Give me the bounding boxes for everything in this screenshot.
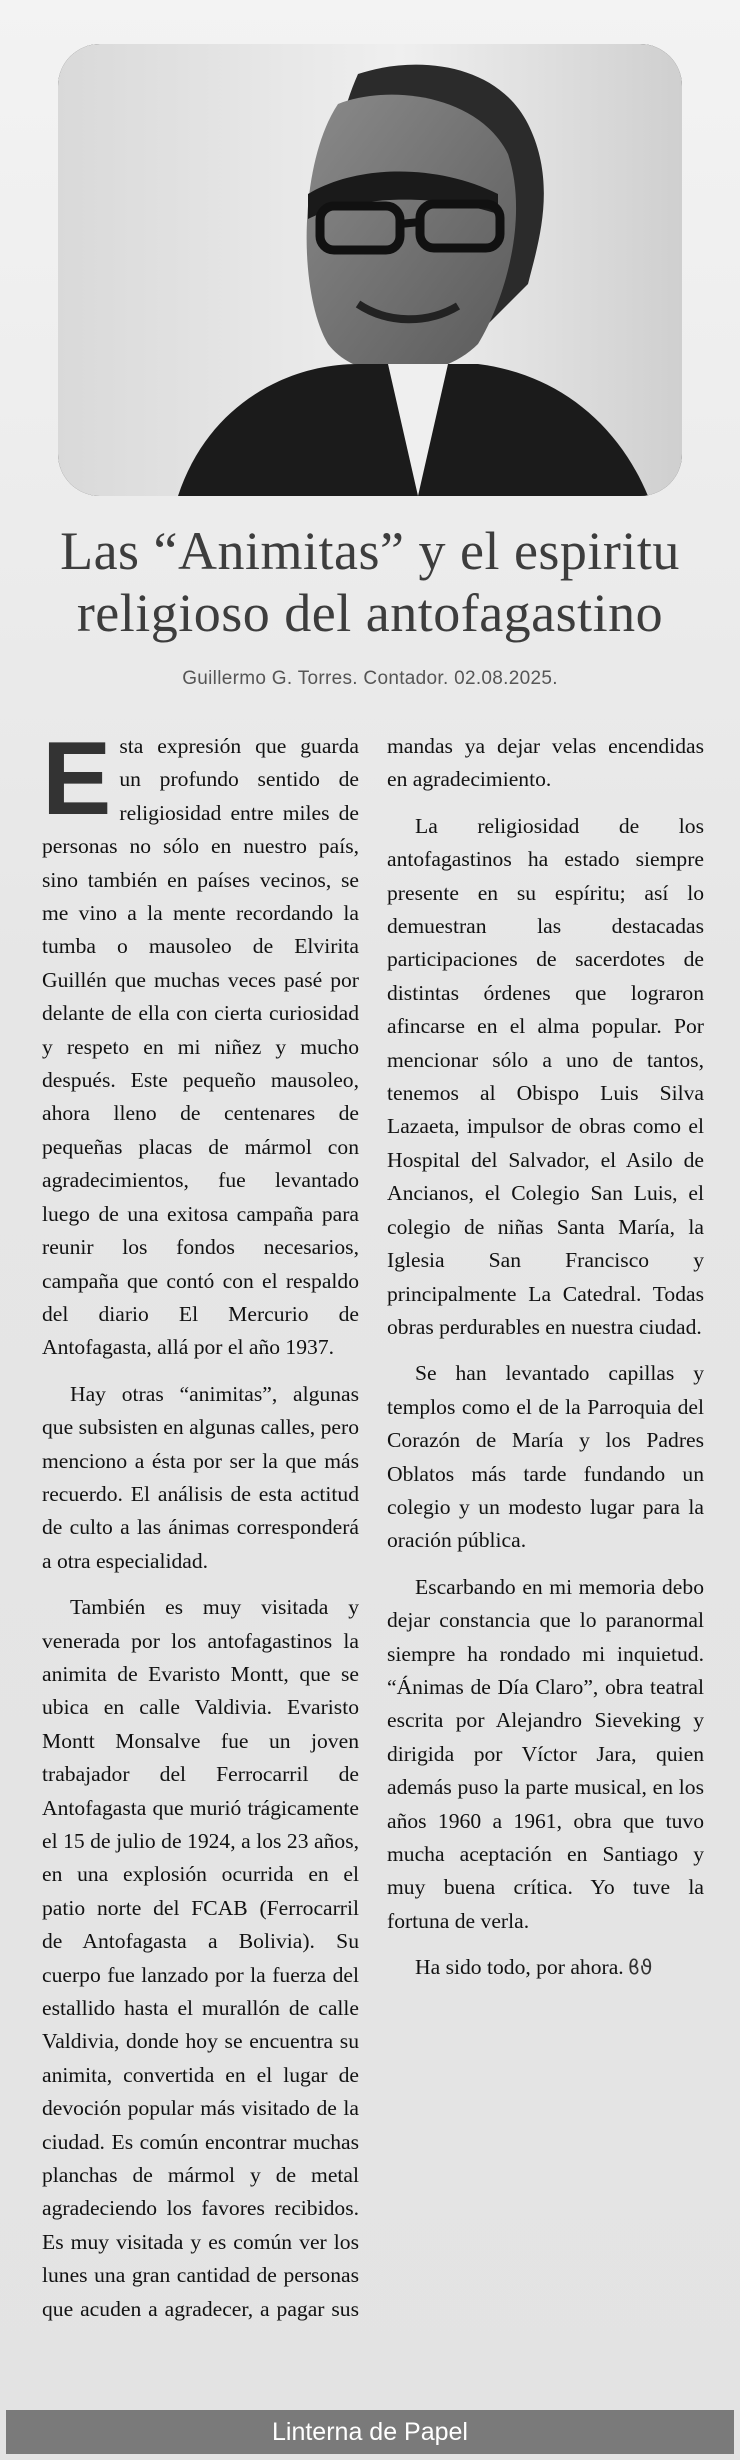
article-title-line-2: religioso del antofagastino <box>76 583 664 643</box>
drop-cap: E <box>42 721 112 837</box>
article-byline: Guillermo G. Torres. Contador. 02.08.2025. <box>182 668 558 689</box>
paragraph-6: Escarbando en mi memoria debo dejar constancia que lo paranormal siempre ha rondado mi inquietud. “Ánimas de Día Claro”, obra teatral escrita por Alejandro Sieveking y dirigida por Víctor Jara, quien además puso la parte musical, en los años 1960 a 1961, obra que tuvo mucha aceptación en Santiago y muy buena crítica. Yo tuve la fortuna de verla. <box>387 1574 704 1933</box>
article-body <box>42 721 704 2330</box>
author-portrait-illustration <box>58 44 682 496</box>
article-title <box>40 520 700 644</box>
paragraph-1 <box>42 721 359 1365</box>
paragraph-5: Se han levantado capillas y templos como el de la Parroquia del Corazón de María y los Padres Oblatos más tarde fundando un colegio y un modesto lugar para la oración pública. <box>387 1361 704 1553</box>
article-title-line-1: Las “Animitas” y el espiritu <box>60 521 680 581</box>
section-footer-bar <box>6 2410 734 2454</box>
paragraph-1-text: sta expresión que guarda un profundo sentido de religiosidad entre miles de personas no sólo en nuestro país, sino también en países vecinos, se me vino a la mente recordando la tumba o mausoleo de Elvirita Guillén que muchas veces pasé por delante de ella con cierta curiosidad y respeto en mi niñez y mucho después. Este pequeño mausoleo, ahora lleno de centenares de pequeñas placas de mármol con agradecimientos, fue levantado luego de una exitosa campaña para reunir los fondos necesarios, campaña que contó con el respaldo del diario El Mercurio de Antofagasta, allá por el año 1937. <box>42 734 359 1360</box>
paragraph-2: Hay otras “animitas”, algunas que subsisten en algunas calles, pero menciono a ésta por ser la que más recuerdo. El análisis de esta actitud de culto a las ánimas corresponderá a otra especialidad. <box>42 1381 359 1573</box>
author-photo <box>58 44 682 496</box>
paragraph-3: También es muy visitada y venerada por los antofagastinos la animita de Evaristo Montt, que se ubica en calle Valdivia. Evaristo Montt Monsalve fue un joven trabajador del Ferrocarril de Antofagasta que murió trágicamente el 15 de julio de 1924, a los 23 años, en una explosión ocurrida en el patio norte del FCAB (Ferrocarril de Antofagasta a Bolivia). Su cuerpo fue lanzado por la fuerza del estallido hasta el murallón de calle Valdivia, donde hoy se encuentra su animita, convertida en el lugar de devoción popular más visitado de la ciudad. Es común encontrar muchas planchas de mármol y de metal agradeciendo los favores recibidos. Es muy visitada y es común ver los lunes una gran cantidad de personas que acuden a agradecer, a pagar sus mandas ya dejar velas encendidas en agradecimiento. <box>42 734 704 2321</box>
paragraph-7-text: Ha sido todo, por ahora. <box>415 1955 624 1980</box>
section-name: Linterna de Papel <box>272 2418 468 2446</box>
paragraph-7 <box>387 1951 704 1984</box>
end-mark-icon: ϐϑ <box>627 1955 653 1980</box>
paragraph-4: La religiosidad de los antofagastinos ha estado siempre presente en su espíritu; así lo demuestran las destacadas participaciones de sacerdotes de distintas órdenes que lograron afincarse en el alma popular. Por mencionar sólo a uno de tantos, tenemos al Obispo Luis Silva Lazaeta, impulsor de obras como el Hospital del Salvador, el Asilo de Ancianos, el Colegio San Luis, el colegio de niñas Santa María, la Iglesia San Francisco y principalmente La Catedral. Todas obras perdurables en nuestra ciudad. <box>387 813 704 1339</box>
